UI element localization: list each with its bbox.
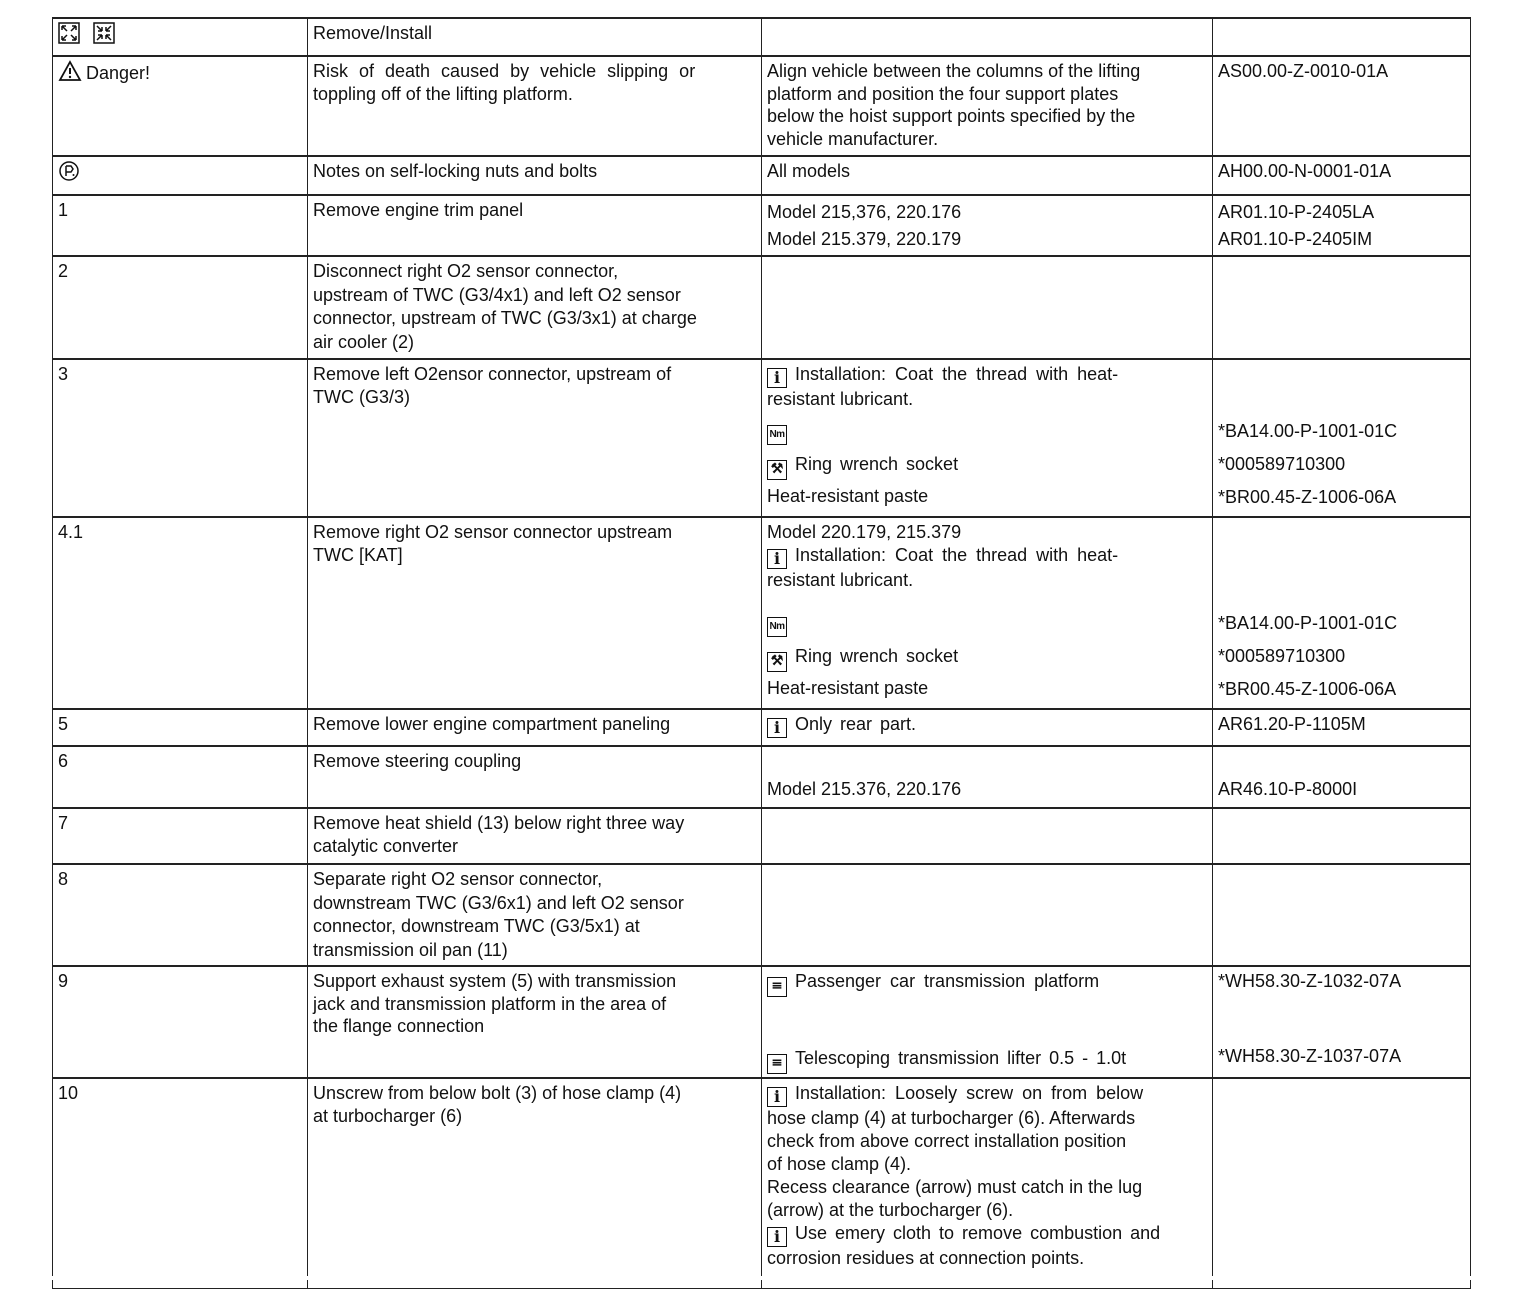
note-text: (arrow) at the turbocharger (6). bbox=[767, 1200, 1014, 1220]
reference-cell bbox=[1213, 18, 1471, 56]
description-cell bbox=[308, 195, 762, 256]
table-row bbox=[53, 709, 1471, 746]
description-cell bbox=[308, 18, 762, 56]
step-number: 6 bbox=[53, 746, 308, 808]
procedure-table bbox=[52, 17, 1471, 1289]
table-row bbox=[53, 864, 1471, 966]
table-row bbox=[53, 746, 1471, 808]
note-text: Model 215.376, 220.176 bbox=[767, 779, 962, 799]
reference-link[interactable]: *BA14.00-P-1001-01C bbox=[1218, 421, 1398, 441]
reference-cell bbox=[1213, 517, 1471, 709]
description-text: jack and transmission platform in the area of bbox=[313, 993, 667, 1014]
description-text: Separate right O2 sensor connector, bbox=[313, 869, 603, 889]
step-number: 8 bbox=[53, 864, 308, 966]
note-text: hose clamp (4) at turbocharger (6). Afterwards bbox=[767, 1108, 1136, 1128]
note-text: Model 220.179, 215.379 bbox=[767, 522, 962, 542]
reference-link[interactable]: *BA14.00-P-1001-01C bbox=[1218, 613, 1398, 633]
step-cell bbox=[53, 56, 308, 156]
reference-cell bbox=[1213, 195, 1471, 256]
tool-text: Ring wrench socket bbox=[795, 646, 959, 666]
table-row bbox=[53, 359, 1471, 517]
description-text: TWC (G3/3) bbox=[313, 386, 410, 407]
tool-text: Ring wrench socket bbox=[795, 453, 959, 474]
step-number: 9 bbox=[53, 966, 308, 1078]
notes-cell bbox=[762, 195, 1213, 256]
reference-link[interactable]: AR46.10-P-8000I bbox=[1218, 779, 1358, 799]
notes-cell bbox=[762, 56, 1213, 156]
description-text: connector, upstream of TWC (G3/3x1) at charge bbox=[313, 308, 697, 328]
reference-cell bbox=[1213, 864, 1471, 966]
notes-cell bbox=[762, 256, 1213, 359]
description-text: toppling off of the lifting platform. bbox=[313, 83, 573, 104]
note-text: Use emery cloth to remove combustion and bbox=[795, 1223, 1161, 1243]
description-text: Remove/Install bbox=[313, 23, 433, 43]
table-row bbox=[53, 966, 1471, 1078]
description-cell bbox=[308, 808, 762, 864]
description-text: TWC [KAT] bbox=[313, 544, 403, 565]
description-text: the flange connection bbox=[313, 1016, 485, 1036]
note-text: Heat-resistant paste bbox=[767, 485, 929, 506]
equipment-text: Telescoping transmission lifter 0.5 - 1.0t bbox=[795, 1048, 1127, 1068]
reference-link[interactable]: AR01.10-P-2405IM bbox=[1218, 229, 1373, 249]
notes-cell bbox=[762, 18, 1213, 56]
note-text: of hose clamp (4). bbox=[767, 1154, 912, 1174]
workshop-equipment-icon: ≡ bbox=[767, 1054, 787, 1074]
notes-cell bbox=[762, 966, 1213, 1078]
torque-nm-icon: Nm bbox=[767, 617, 787, 637]
expand-icon bbox=[58, 22, 80, 50]
reference-link[interactable]: *000589710300 bbox=[1218, 646, 1346, 666]
notes-cell bbox=[762, 864, 1213, 966]
step-number: 7 bbox=[53, 808, 308, 864]
description-text: transmission oil pan (11) bbox=[313, 939, 508, 960]
reference-cell bbox=[1213, 808, 1471, 864]
notes-cell bbox=[762, 808, 1213, 864]
step-number: 1 bbox=[53, 195, 308, 256]
notes-cell bbox=[762, 1078, 1213, 1288]
reference-link[interactable]: AS00.00-Z-0010-01A bbox=[1218, 61, 1389, 81]
table-row bbox=[53, 256, 1471, 359]
description-text: Remove right O2 sensor connector upstream bbox=[313, 522, 673, 542]
notes-cell bbox=[762, 746, 1213, 808]
note-circle-icon bbox=[58, 160, 80, 188]
reference-cell bbox=[1213, 1078, 1471, 1288]
note-text: resistant lubricant. bbox=[767, 389, 914, 409]
description-text: upstream of TWC (G3/4x1) and left O2 sensor bbox=[313, 284, 681, 305]
reference-link[interactable]: *BR00.45-Z-1006-06A bbox=[1218, 487, 1397, 507]
note-text: resistant lubricant. bbox=[767, 569, 914, 590]
info-icon: i bbox=[767, 1087, 787, 1107]
reference-cell bbox=[1213, 746, 1471, 808]
note-text: platform and position the four support plates bbox=[767, 83, 1119, 104]
info-icon: i bbox=[767, 718, 787, 738]
workshop-equipment-icon: ≡ bbox=[767, 977, 787, 997]
collapse-icon bbox=[93, 22, 115, 50]
step-number: 5 bbox=[53, 709, 308, 746]
table-row bbox=[53, 808, 1471, 864]
note-text: Only rear part. bbox=[795, 714, 917, 734]
note-text: Recess clearance (arrow) must catch in the lug bbox=[767, 1177, 1143, 1197]
step-cell bbox=[53, 18, 308, 56]
description-text: Remove engine trim panel bbox=[313, 200, 524, 220]
note-text: vehicle manufacturer. bbox=[767, 128, 939, 149]
description-text: Remove steering coupling bbox=[313, 751, 522, 771]
description-text: Disconnect right O2 sensor connector, bbox=[313, 261, 619, 281]
note-text: Heat-resistant paste bbox=[767, 678, 929, 698]
note-text: below the hoist support points specified by the bbox=[767, 106, 1136, 126]
note-text: Installation: Coat the thread with heat- bbox=[795, 544, 1119, 565]
description-text: Support exhaust system (5) with transmission bbox=[313, 971, 677, 991]
reference-link[interactable]: AH00.00-N-0001-01A bbox=[1218, 161, 1392, 181]
torque-nm-icon: Nm bbox=[767, 425, 787, 445]
notes-cell bbox=[762, 156, 1213, 195]
step-number: 10 bbox=[53, 1078, 308, 1288]
step-number: 2 bbox=[53, 256, 308, 359]
warning-triangle-icon bbox=[58, 60, 82, 88]
equipment-text: Passenger car transmission platform bbox=[795, 971, 1100, 991]
note-text: corrosion residues at connection points. bbox=[767, 1248, 1085, 1268]
description-text: Remove heat shield (13) below right three way bbox=[313, 813, 685, 833]
description-text: downstream TWC (G3/6x1) and left O2 sensor bbox=[313, 892, 684, 913]
note-text: All models bbox=[767, 161, 851, 181]
table-row bbox=[53, 1078, 1471, 1288]
description-text: Risk of death caused by vehicle slipping or bbox=[313, 61, 696, 81]
note-text: Installation: Loosely screw on from below bbox=[795, 1083, 1144, 1103]
description-cell bbox=[308, 1078, 762, 1288]
reference-link[interactable]: AR61.20-P-1105M bbox=[1218, 714, 1366, 734]
description-cell bbox=[308, 966, 762, 1078]
table-row bbox=[53, 18, 1471, 56]
notes-cell bbox=[762, 517, 1213, 709]
reference-link[interactable]: *BR00.45-Z-1006-06A bbox=[1218, 679, 1397, 699]
description-cell bbox=[308, 709, 762, 746]
reference-cell bbox=[1213, 709, 1471, 746]
description-text: air cooler (2) bbox=[313, 331, 415, 352]
step-number: 3 bbox=[53, 359, 308, 517]
table-row bbox=[53, 195, 1471, 256]
description-text: at turbocharger (6) bbox=[313, 1105, 463, 1126]
reference-cell bbox=[1213, 966, 1471, 1078]
info-icon: i bbox=[767, 549, 787, 569]
table-row bbox=[53, 156, 1471, 195]
description-cell bbox=[308, 359, 762, 517]
description-cell bbox=[308, 156, 762, 195]
special-tool-icon: ⚒ bbox=[767, 460, 787, 480]
reference-cell bbox=[1213, 56, 1471, 156]
description-cell bbox=[308, 517, 762, 709]
description-cell bbox=[308, 864, 762, 966]
table-row bbox=[53, 56, 1471, 156]
description-text: catalytic converter bbox=[313, 835, 459, 856]
description-text: Notes on self-locking nuts and bolts bbox=[313, 161, 598, 181]
note-text: Model 215,376, 220.176 bbox=[767, 202, 962, 222]
step-cell bbox=[53, 156, 308, 195]
description-text: Unscrew from below bolt (3) of hose clamp (4) bbox=[313, 1083, 682, 1103]
info-icon: i bbox=[767, 368, 787, 388]
notes-cell bbox=[762, 709, 1213, 746]
table-row bbox=[53, 517, 1471, 709]
description-text: Remove lower engine compartment paneling bbox=[313, 714, 671, 734]
note-text: Model 215.379, 220.179 bbox=[767, 229, 962, 249]
description-text: connector, downstream TWC (G3/5x1) at bbox=[313, 916, 640, 936]
description-cell bbox=[308, 746, 762, 808]
page-edge bbox=[0, 1276, 1536, 1280]
reference-link[interactable]: *WH58.30-Z-1037-07A bbox=[1218, 1045, 1402, 1066]
reference-link[interactable]: *000589710300 bbox=[1218, 454, 1346, 474]
special-tool-icon: ⚒ bbox=[767, 652, 787, 672]
info-icon: i bbox=[767, 1227, 787, 1247]
step-number: 4.1 bbox=[53, 517, 308, 709]
description-cell bbox=[308, 56, 762, 156]
notes-cell bbox=[762, 359, 1213, 517]
reference-link[interactable]: *WH58.30-Z-1032-07A bbox=[1218, 971, 1402, 991]
description-text: Remove left O2ensor connector, upstream of bbox=[313, 364, 672, 384]
note-text: check from above correct installation position bbox=[767, 1131, 1127, 1151]
reference-cell bbox=[1213, 359, 1471, 517]
note-text: Align vehicle between the columns of the lifting bbox=[767, 61, 1141, 81]
reference-cell bbox=[1213, 156, 1471, 195]
reference-cell bbox=[1213, 256, 1471, 359]
note-text: Installation: Coat the thread with heat- bbox=[795, 364, 1119, 384]
reference-link[interactable]: AR01.10-P-2405LA bbox=[1218, 202, 1375, 222]
danger-label: Danger! bbox=[86, 63, 151, 83]
description-cell bbox=[308, 256, 762, 359]
